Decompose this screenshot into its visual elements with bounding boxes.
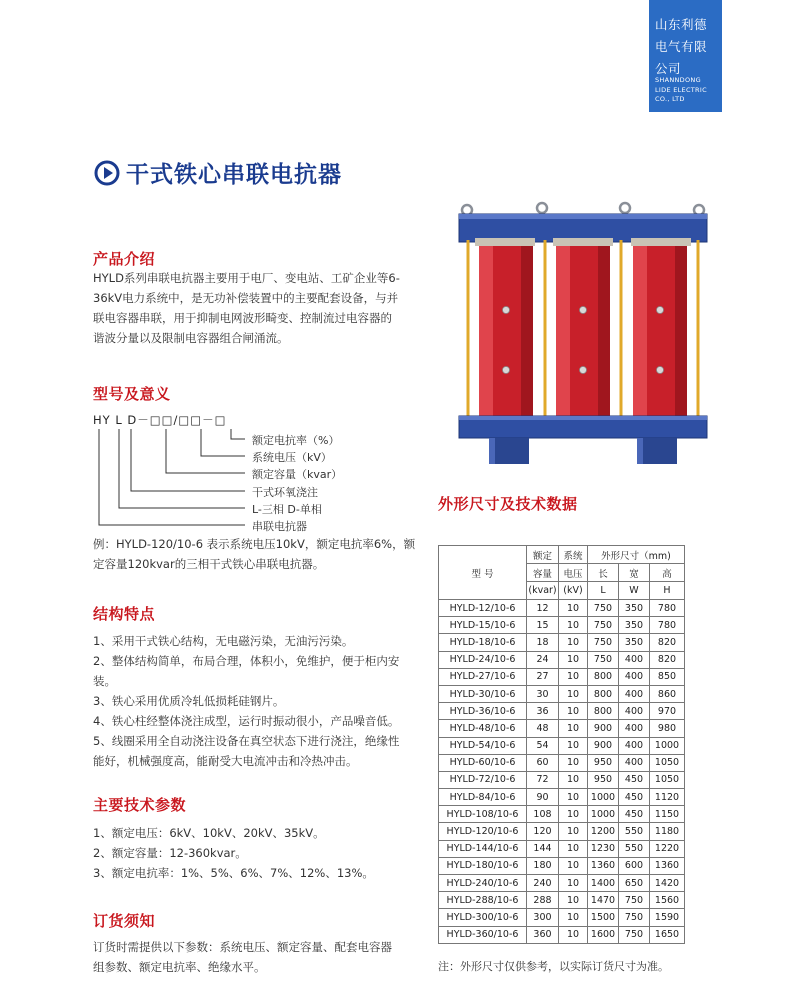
cell-height: 1050 [650, 771, 685, 788]
intro-heading: 产品介绍 [93, 250, 156, 268]
cell-length: 1360 [588, 857, 619, 874]
table-row [439, 600, 685, 617]
cell-height: 1000 [650, 737, 685, 754]
cell-capacity: 360 [527, 926, 559, 943]
cell-voltage: 10 [559, 600, 588, 617]
cell-width: 400 [619, 737, 650, 754]
cell-model: HYLD-60/10-6 [439, 754, 527, 771]
cell-capacity: 15 [527, 617, 559, 634]
cell-capacity: 30 [527, 685, 559, 702]
table-row [439, 926, 685, 943]
cell-width: 450 [619, 806, 650, 823]
model-heading: 型号及意义 [93, 385, 171, 403]
cell-model: HYLD-300/10-6 [439, 909, 527, 926]
model-meaning-2: 系统电压（kV） [252, 451, 332, 464]
cell-height: 860 [650, 685, 685, 702]
model-meaning-1: 额定电抗率（%） [252, 434, 340, 447]
cell-model: HYLD-54/10-6 [439, 737, 527, 754]
cell-voltage: 10 [559, 806, 588, 823]
cell-capacity: 12 [527, 600, 559, 617]
col-height-symbol: H [650, 582, 685, 600]
cell-model: HYLD-84/10-6 [439, 789, 527, 806]
cell-length: 800 [588, 668, 619, 685]
cell-model: HYLD-240/10-6 [439, 875, 527, 892]
cell-voltage: 10 [559, 617, 588, 634]
cell-height: 1220 [650, 840, 685, 857]
cell-width: 750 [619, 909, 650, 926]
cell-model: HYLD-18/10-6 [439, 634, 527, 651]
cell-model: HYLD-120/10-6 [439, 823, 527, 840]
company-name-en: SHANNDONG LIDE ELECTRIC CO., LTD [655, 76, 707, 103]
table-row [439, 703, 685, 720]
order-text: 订货时需提供以下参数：系统电压、额定容量、配套电容器 组参数、额定电抗率、绝缘水平。 [93, 940, 392, 974]
cell-voltage: 10 [559, 685, 588, 702]
cell-voltage: 10 [559, 909, 588, 926]
cell-length: 1230 [588, 840, 619, 857]
cell-height: 1360 [650, 857, 685, 874]
cell-height: 1590 [650, 909, 685, 926]
cell-width: 400 [619, 720, 650, 737]
col-voltage-header-1: 系统 [559, 546, 588, 564]
cell-voltage: 10 [559, 875, 588, 892]
lifting-eye-icon [462, 203, 704, 215]
col-height-header: 高 [650, 564, 685, 582]
col-capacity-unit: (kvar) [527, 582, 559, 600]
model-code: HY L D－□□/□□－□ [93, 413, 227, 427]
cell-model: HYLD-48/10-6 [439, 720, 527, 737]
cell-width: 400 [619, 685, 650, 702]
intro-text: HYLD系列串联电抗器主要用于电厂、变电站、工矿企业等6- 36kV电力系统中，是无功补偿装置中的主要配套设备，与并 联电容器串联，用于抑制电网波形畸变、控制流过电容器的 谐波分量以及限制电容器组合闸涌流。 [93, 271, 400, 345]
cell-voltage: 10 [559, 926, 588, 943]
cell-length: 800 [588, 703, 619, 720]
cell-height: 1120 [650, 789, 685, 806]
cell-width: 350 [619, 617, 650, 634]
table-row [439, 737, 685, 754]
cell-voltage: 10 [559, 840, 588, 857]
cell-capacity: 144 [527, 840, 559, 857]
model-diagram-lines [93, 425, 253, 535]
cell-height: 780 [650, 600, 685, 617]
page-title: 干式铁心串联电抗器 [126, 162, 342, 188]
cell-model: HYLD-27/10-6 [439, 668, 527, 685]
table-row [439, 771, 685, 788]
cell-width: 450 [619, 771, 650, 788]
cell-capacity: 300 [527, 909, 559, 926]
cell-height: 850 [650, 668, 685, 685]
cell-width: 400 [619, 754, 650, 771]
col-model-header: 型 号 [439, 546, 527, 600]
cell-voltage: 10 [559, 771, 588, 788]
cell-length: 750 [588, 617, 619, 634]
params-list: 1、额定电压：6kV、10kV、20kV、35kV。 2、额定容量：12-360kvar。 3、额定电抗率：1%、5%、6%、7%、12%、13%。 [93, 826, 374, 880]
table-row [439, 875, 685, 892]
order-heading: 订货须知 [93, 912, 156, 930]
cell-capacity: 18 [527, 634, 559, 651]
col-width-header: 宽 [619, 564, 650, 582]
table-row [439, 857, 685, 874]
table-row [439, 685, 685, 702]
params-heading: 主要技术参数 [93, 796, 187, 814]
cell-capacity: 240 [527, 875, 559, 892]
cell-length: 750 [588, 634, 619, 651]
table-row [439, 651, 685, 668]
cell-model: HYLD-24/10-6 [439, 651, 527, 668]
cell-voltage: 10 [559, 823, 588, 840]
cell-length: 750 [588, 651, 619, 668]
cell-length: 800 [588, 685, 619, 702]
cell-voltage: 10 [559, 651, 588, 668]
cell-length: 1200 [588, 823, 619, 840]
cell-capacity: 24 [527, 651, 559, 668]
features-list: 1、采用干式铁心结构，无电磁污染，无油污污染。 2、整体结构简单，布局合理，体积小，免维护，便于柜内安 装。 3、铁心采用优质冷轧低损耗硅钢片。 4、铁心柱经整体浇注成型，运行时振动很小，产品噪音低。 5、线圈采用全自动浇注设备在真空状态下进行浇注，绝缘性 能好，机械强度高，能耐受大电流冲击和冷热冲击。 [93, 634, 400, 768]
cell-model: HYLD-108/10-6 [439, 806, 527, 823]
cell-width: 350 [619, 634, 650, 651]
cell-height: 970 [650, 703, 685, 720]
play-circle-icon [94, 160, 120, 186]
cell-capacity: 180 [527, 857, 559, 874]
reactor-product-image [455, 200, 710, 470]
cell-width: 550 [619, 840, 650, 857]
cell-width: 350 [619, 600, 650, 617]
cell-voltage: 10 [559, 634, 588, 651]
table-row [439, 789, 685, 806]
cell-length: 900 [588, 737, 619, 754]
cell-voltage: 10 [559, 737, 588, 754]
features-heading: 结构特点 [93, 605, 156, 623]
cell-height: 1650 [650, 926, 685, 943]
col-length-symbol: L [588, 582, 619, 600]
cell-length: 1470 [588, 892, 619, 909]
cell-length: 1000 [588, 789, 619, 806]
cell-model: HYLD-15/10-6 [439, 617, 527, 634]
table-row [439, 823, 685, 840]
table-row [439, 668, 685, 685]
table-row [439, 617, 685, 634]
table-row [439, 909, 685, 926]
cell-length: 1400 [588, 875, 619, 892]
model-meaning-5: L-三相 D-单相 [252, 503, 322, 516]
cell-model: HYLD-360/10-6 [439, 926, 527, 943]
cell-model: HYLD-72/10-6 [439, 771, 527, 788]
cell-voltage: 10 [559, 703, 588, 720]
cell-model: HYLD-180/10-6 [439, 857, 527, 874]
cell-width: 650 [619, 875, 650, 892]
cell-capacity: 108 [527, 806, 559, 823]
cell-voltage: 10 [559, 857, 588, 874]
cell-width: 400 [619, 651, 650, 668]
table-heading: 外形尺寸及技术数据 [438, 495, 578, 513]
cell-height: 1560 [650, 892, 685, 909]
cell-model: HYLD-12/10-6 [439, 600, 527, 617]
cell-voltage: 10 [559, 789, 588, 806]
cell-width: 400 [619, 703, 650, 720]
cell-height: 1150 [650, 806, 685, 823]
cell-width: 450 [619, 789, 650, 806]
cell-height: 980 [650, 720, 685, 737]
cell-voltage: 10 [559, 754, 588, 771]
company-badge [649, 0, 722, 112]
table-note: 注：外形尺寸仅供参考，以实际订货尺寸为准。 [438, 960, 669, 973]
cell-height: 820 [650, 651, 685, 668]
cell-capacity: 60 [527, 754, 559, 771]
cell-capacity: 27 [527, 668, 559, 685]
cell-height: 1420 [650, 875, 685, 892]
cell-length: 950 [588, 771, 619, 788]
cell-height: 1050 [650, 754, 685, 771]
cell-capacity: 288 [527, 892, 559, 909]
table-row [439, 806, 685, 823]
model-meaning-6: 串联电抗器 [252, 520, 307, 533]
col-capacity-header-2: 容量 [527, 564, 559, 582]
cell-width: 600 [619, 857, 650, 874]
cell-length: 1600 [588, 926, 619, 943]
spec-table [438, 545, 685, 944]
cell-length: 1500 [588, 909, 619, 926]
table-row [439, 892, 685, 909]
table-row [439, 840, 685, 857]
cell-width: 750 [619, 926, 650, 943]
company-name-cn: 山东利德 电气有限 公司 [655, 17, 708, 76]
cell-height: 780 [650, 617, 685, 634]
cell-model: HYLD-36/10-6 [439, 703, 527, 720]
table-row [439, 754, 685, 771]
col-dims-header: 外形尺寸（mm) [588, 546, 685, 564]
spec-table-body [439, 600, 685, 944]
cell-capacity: 120 [527, 823, 559, 840]
cell-model: HYLD-30/10-6 [439, 685, 527, 702]
col-width-symbol: W [619, 582, 650, 600]
cell-capacity: 90 [527, 789, 559, 806]
cell-height: 820 [650, 634, 685, 651]
table-row [439, 720, 685, 737]
cell-length: 1000 [588, 806, 619, 823]
cell-length: 900 [588, 720, 619, 737]
cell-model: HYLD-288/10-6 [439, 892, 527, 909]
cell-height: 1180 [650, 823, 685, 840]
col-voltage-unit: (kV) [559, 582, 588, 600]
col-capacity-header-1: 额定 [527, 546, 559, 564]
model-meaning-4: 干式环氧浇注 [252, 486, 318, 499]
cell-capacity: 36 [527, 703, 559, 720]
cell-width: 750 [619, 892, 650, 909]
cell-length: 950 [588, 754, 619, 771]
cell-model: HYLD-144/10-6 [439, 840, 527, 857]
col-voltage-header-2: 电压 [559, 564, 588, 582]
cell-length: 750 [588, 600, 619, 617]
model-meaning-3: 额定容量（kvar） [252, 468, 343, 481]
cell-capacity: 54 [527, 737, 559, 754]
table-row [439, 634, 685, 651]
cell-capacity: 48 [527, 720, 559, 737]
model-example: 例：HYLD-120/10-6 表示系统电压10kV，额定电抗率6%，额 定容量120kvar的三相干式铁心串联电抗器。 [93, 537, 416, 571]
cell-width: 550 [619, 823, 650, 840]
cell-voltage: 10 [559, 892, 588, 909]
cell-capacity: 72 [527, 771, 559, 788]
cell-voltage: 10 [559, 668, 588, 685]
cell-voltage: 10 [559, 720, 588, 737]
col-length-header: 长 [588, 564, 619, 582]
cell-width: 400 [619, 668, 650, 685]
